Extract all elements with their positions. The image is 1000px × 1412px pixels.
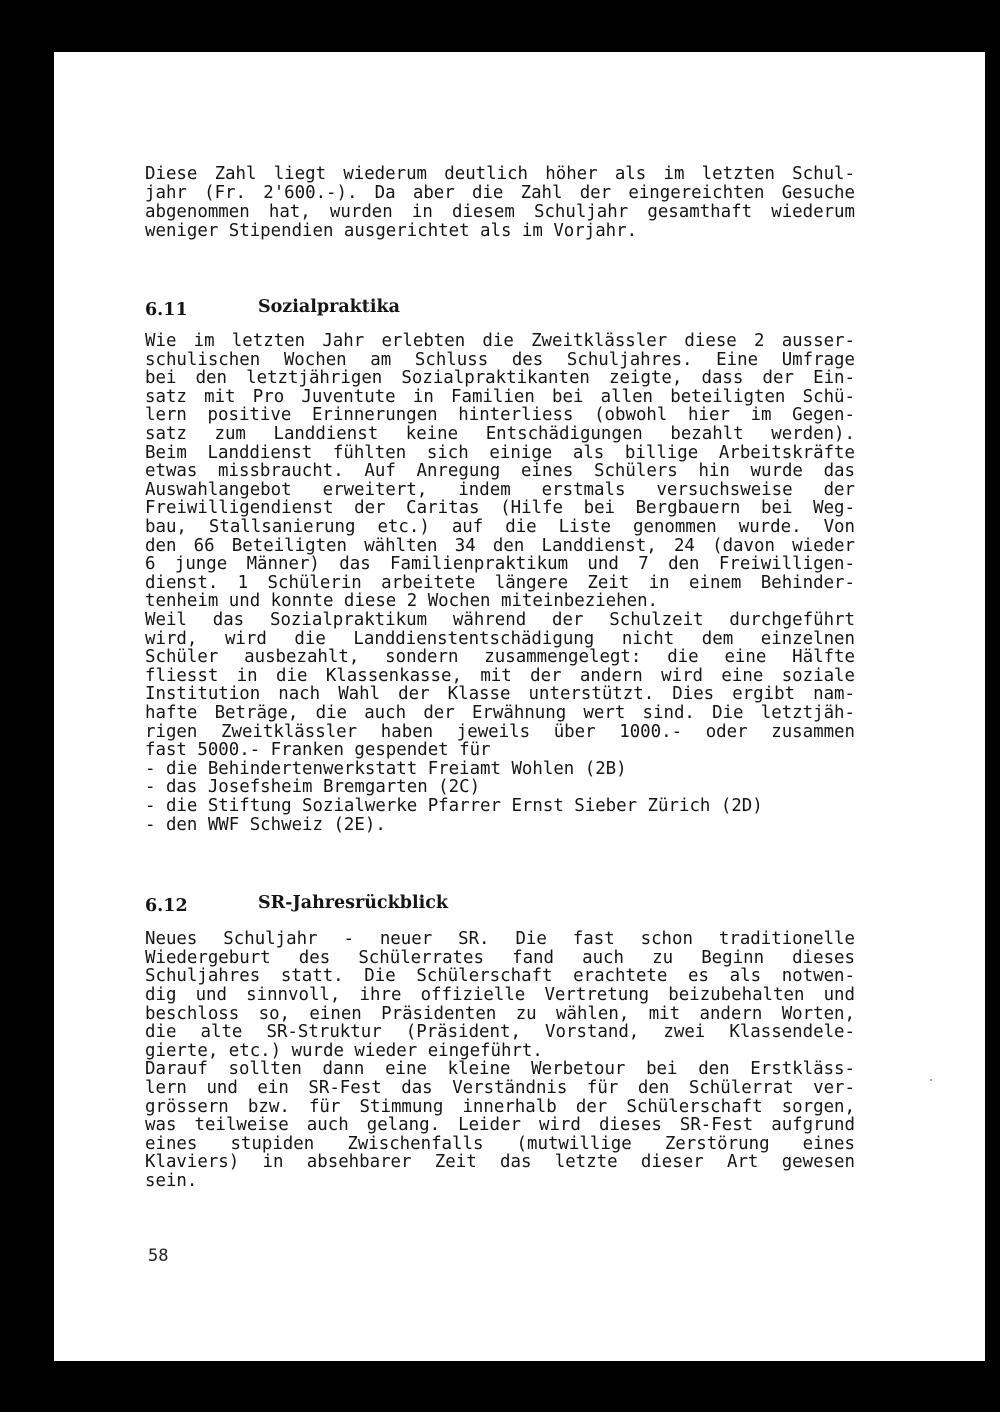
section-number: 6.12 [145, 896, 188, 916]
text-line: Darauf sollten dann eine kleine Werbetour bei den Erstkläss- [145, 1059, 855, 1079]
text-line: jahr (Fr. 2'600.-). Da aber die Zahl der eingereichten Gesuche [145, 183, 855, 203]
text-line: sein. [145, 1171, 198, 1191]
text-line: wird, wird die Landdienstentschädigung nicht dem einzelnen [145, 629, 855, 649]
text-line: tenheim und konnte diese 2 Wochen miteinbeziehen. [145, 591, 659, 611]
section-number: 6.11 [145, 300, 188, 320]
text-line: schulischen Wochen am Schluss des Schuljahres. Eine Umfrage [145, 350, 855, 370]
text-line: Freiwilligendienst der Caritas (Hilfe bei Bergbauern bei Weg- [145, 498, 855, 518]
list-item: - die Behindertenwerkstatt Freiamt Wohlen (2B) [145, 759, 627, 779]
text-line: Weil das Sozialpraktikum während der Schulzeit durchgeführt [145, 610, 855, 630]
page-number: 58 [148, 1246, 169, 1266]
list-item: - das Josefsheim Bremgarten (2C) [145, 777, 481, 797]
text-line: Schuljahres statt. Die Schülerschaft erachtete es als notwen- [145, 966, 855, 986]
text-line: abgenommen hat, wurden in diesem Schuljahr gesamthaft wiederum [145, 202, 855, 222]
text-line: hafte Beträge, die auch der Erwähnung wert sind. Die letztjäh- [145, 703, 855, 723]
text-line: Wie im letzten Jahr erlebten die Zweitklässler diese 2 ausser- [145, 331, 855, 351]
text-line: lern und ein SR-Fest das Verständnis für den Schülerrat ver- [145, 1078, 855, 1098]
text-line: Wiedergeburt des Schülerrates fand auch zu Beginn dieses [145, 948, 855, 968]
text-line: Auswahlangebot erweitert, indem erstmals versuchsweise der [145, 480, 855, 500]
text-line: was teilweise auch gelang. Leider wird dieses SR-Fest aufgrund [145, 1115, 855, 1135]
text-line: fliesst in die Klassenkasse, mit der andern wird eine soziale [145, 666, 855, 686]
text-line: satz zum Landdienst keine Entschädigungen bezahlt werden). [145, 424, 855, 444]
section-title: SR-Jahresrückblick [258, 893, 449, 913]
section-title: Sozialpraktika [258, 297, 400, 317]
text-line: grössern bzw. für Stimmung innerhalb der Schülerschaft sorgen, [145, 1097, 855, 1117]
text-line: den 66 Beteiligten wählten 34 den Landdienst, 24 (davon wieder [145, 536, 855, 556]
text-line: rigen Zweitklässler haben jeweils über 1000.- oder zusammen [145, 722, 855, 742]
text-line: bau, Stallsanierung etc.) auf die Liste genommen wurde. Von [145, 517, 855, 537]
text-line: dig und sinnvoll, ihre offizielle Vertretung beizubehalten und [145, 985, 855, 1005]
text-line: Institution nach Wahl der Klasse unterstützt. Dies ergibt nam- [145, 684, 855, 704]
text-line: etwas missbraucht. Auf Anregung eines Schülers hin wurde das [145, 461, 855, 481]
text-line: Neues Schuljahr - neuer SR. Die fast schon traditionelle [145, 929, 855, 949]
text-line: eines stupiden Zwischenfalls (mutwillige Zerstörung eines [145, 1134, 855, 1154]
text-line: weniger Stipendien ausgerichtet als im Vorjahr. [145, 221, 638, 241]
text-line: bei den letztjährigen Sozialpraktikanten zeigte, dass der Ein- [145, 368, 855, 388]
text-line: die alte SR-Struktur (Präsident, Vorstand, zwei Klassendele- [145, 1022, 855, 1042]
text-line: 6 junge Männer) das Familienpraktikum und 7 den Freiwilligen- [145, 554, 855, 574]
scan-speck [930, 1079, 932, 1081]
text-line: Beim Landdienst fühlten sich einige als billige Arbeitskräfte [145, 443, 855, 463]
text-line: satz mit Pro Juventute in Familien bei allen beteiligten Schü- [145, 387, 855, 407]
text-line: Schüler ausbezahlt, sondern zusammengelegt: die eine Hälfte [145, 647, 855, 667]
document-page [54, 52, 985, 1361]
list-item: - den WWF Schweiz (2E). [145, 815, 386, 835]
text-line: Diese Zahl liegt wiederum deutlich höher als im letzten Schul- [145, 164, 855, 184]
list-item: - die Stiftung Sozialwerke Pfarrer Ernst Sieber Zürich (2D) [145, 796, 763, 816]
text-line: beschloss so, einen Präsidenten zu wählen, mit andern Worten, [145, 1004, 855, 1024]
text-line: lern positive Erinnerungen hinterliess (obwohl hier im Gegen- [145, 405, 855, 425]
text-line: dienst. 1 Schülerin arbeitete längere Zeit in einem Behinder- [145, 573, 855, 593]
text-line: gierte, etc.) wurde wieder eingeführt. [145, 1041, 543, 1061]
text-line: fast 5000.- Franken gespendet für [145, 740, 491, 760]
text-line: Klaviers) in absehbarer Zeit das letzte dieser Art gewesen [145, 1152, 855, 1172]
